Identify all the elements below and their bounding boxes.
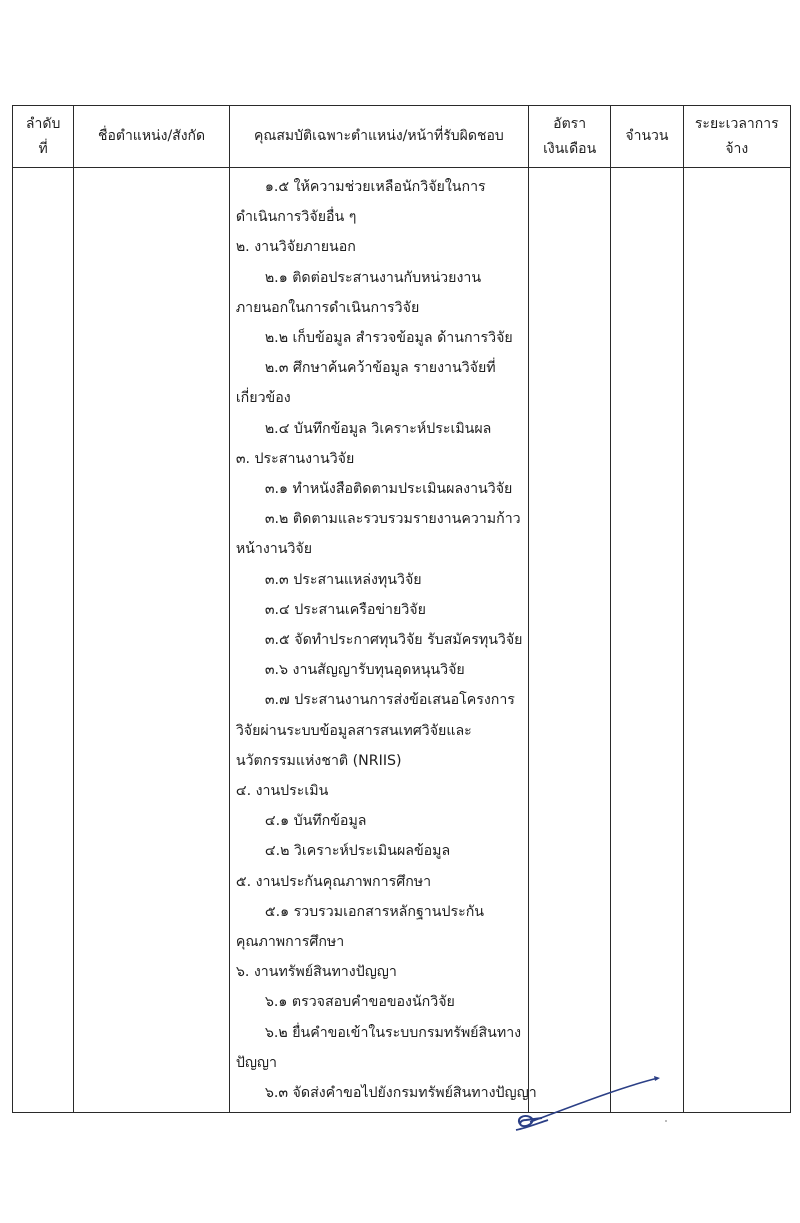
- table-row: [13, 168, 791, 1113]
- table-header-row: [13, 106, 791, 168]
- duty-line: ๔.๑ บันทึกข้อมูล: [264, 813, 367, 830]
- header-order: [13, 106, 74, 168]
- duty-line: ๒.๒ เก็บข้อมูล สำรวจข้อมูล ด้านการวิจัย: [264, 330, 513, 347]
- header-duration: [683, 106, 790, 168]
- duty-line: วิจัยผ่านระบบข้อมูลสารสนเทศวิจัยและ: [235, 722, 472, 739]
- duty-line: ๓.๒ ติดตามและรวบรวมรายงานความก้าว: [264, 511, 521, 528]
- duty-line: เกี่ยวข้อง: [235, 390, 291, 407]
- header-duration-line1: ระยะเวลาการ: [694, 115, 779, 132]
- duty-line: ๒.๓ ศึกษาค้นคว้าข้อมูล รายงานวิจัยที่: [264, 360, 496, 377]
- scan-speck: [665, 1120, 667, 1122]
- duty-line: ๓.๓ ประสานแหล่งทุนวิจัย: [264, 571, 422, 588]
- header-salary-line1: อัตรา: [553, 115, 587, 132]
- header-count-line1: จำนวน: [625, 128, 669, 144]
- header-duration-line2: จ้าง: [725, 140, 749, 157]
- duty-line: ๓.๖ งานสัญญารับทุนอุดหนุนวิจัย: [264, 662, 465, 679]
- duty-line: ๖.๒ ยื่นคำขอเข้าในระบบกรมทรัพย์สินทาง: [264, 1024, 522, 1041]
- duty-line: ๒. งานวิจัยภายนอก: [235, 239, 356, 256]
- header-qualifications: [229, 106, 528, 168]
- duty-line: ๔.๒ วิเคราะห์ประเมินผลข้อมูล: [264, 843, 451, 860]
- duty-line: ๓.๑ ทำหนังสือติดตามประเมินผลงานวิจัย: [264, 481, 513, 498]
- header-order-line1: ลำดับ: [25, 115, 61, 132]
- duty-line: ภายนอกในการดำเนินการวิจัย: [235, 299, 420, 316]
- cell-duration: [683, 168, 790, 1113]
- header-salary: [528, 106, 610, 168]
- duty-line: หน้างานวิจัย: [235, 541, 313, 558]
- header-qualifications-line1: คุณสมบัติเฉพาะตำแหน่ง/หน้าที่รับผิดชอบ: [254, 128, 504, 144]
- cell-salary: [528, 168, 610, 1113]
- duty-line: ปัญญา: [235, 1054, 277, 1071]
- duty-line: ๒.๔ บันทึกข้อมูล วิเคราะห์ประเมินผล: [264, 420, 492, 437]
- cell-order: [13, 168, 74, 1113]
- header-salary-line2: เงินเดือน: [543, 140, 597, 157]
- duty-line: ๖.๓ จัดส่งคำขอไปยังกรมทรัพย์สินทางปัญญา: [264, 1085, 537, 1102]
- duty-line: ๓.๕ จัดทำประกาศทุนวิจัย รับสมัครทุนวิจัย: [264, 632, 523, 649]
- duties-list: [230, 168, 537, 1108]
- duty-line: ๕. งานประกันคุณภาพการศึกษา: [235, 873, 432, 890]
- duty-line: ๓.๔ ประสานเครือข่ายวิจัย: [264, 601, 426, 618]
- duty-line: ๒.๑ ติดต่อประสานงานกับหน่วยงาน: [264, 269, 482, 286]
- header-position-line1: ชื่อตำแหน่ง/สังกัด: [97, 128, 206, 144]
- duty-line: นวัตกรรมแห่งชาติ (NRIIS): [235, 752, 402, 769]
- signature-icon: [508, 1070, 668, 1140]
- job-positions-table: [12, 105, 791, 1113]
- header-count: [611, 106, 683, 168]
- cell-position: [74, 168, 230, 1113]
- duty-line: ๑.๕ ให้ความช่วยเหลือนักวิจัยในการ: [264, 179, 486, 195]
- duty-line: ๓.๗ ประสานงานการส่งข้อเสนอโครงการ: [264, 692, 515, 709]
- duty-line: ดำเนินการวิจัยอื่น ๆ: [235, 209, 357, 226]
- cell-duties: [229, 168, 537, 1113]
- duty-line: ๖. งานทรัพย์สินทางปัญญา: [235, 964, 397, 981]
- header-order-line2: ที่: [38, 140, 48, 157]
- cell-count: [611, 168, 683, 1113]
- duty-line: คุณภาพการศึกษา: [235, 934, 345, 951]
- duty-line: ๖.๑ ตรวจสอบคำขอของนักวิจัย: [264, 994, 455, 1011]
- duty-line: ๓. ประสานงานวิจัย: [235, 450, 355, 467]
- duty-line: ๕.๑ รวบรวมเอกสารหลักฐานประกัน: [264, 903, 484, 920]
- duty-line: ๔. งานประเมิน: [235, 783, 329, 800]
- header-position: [74, 106, 230, 168]
